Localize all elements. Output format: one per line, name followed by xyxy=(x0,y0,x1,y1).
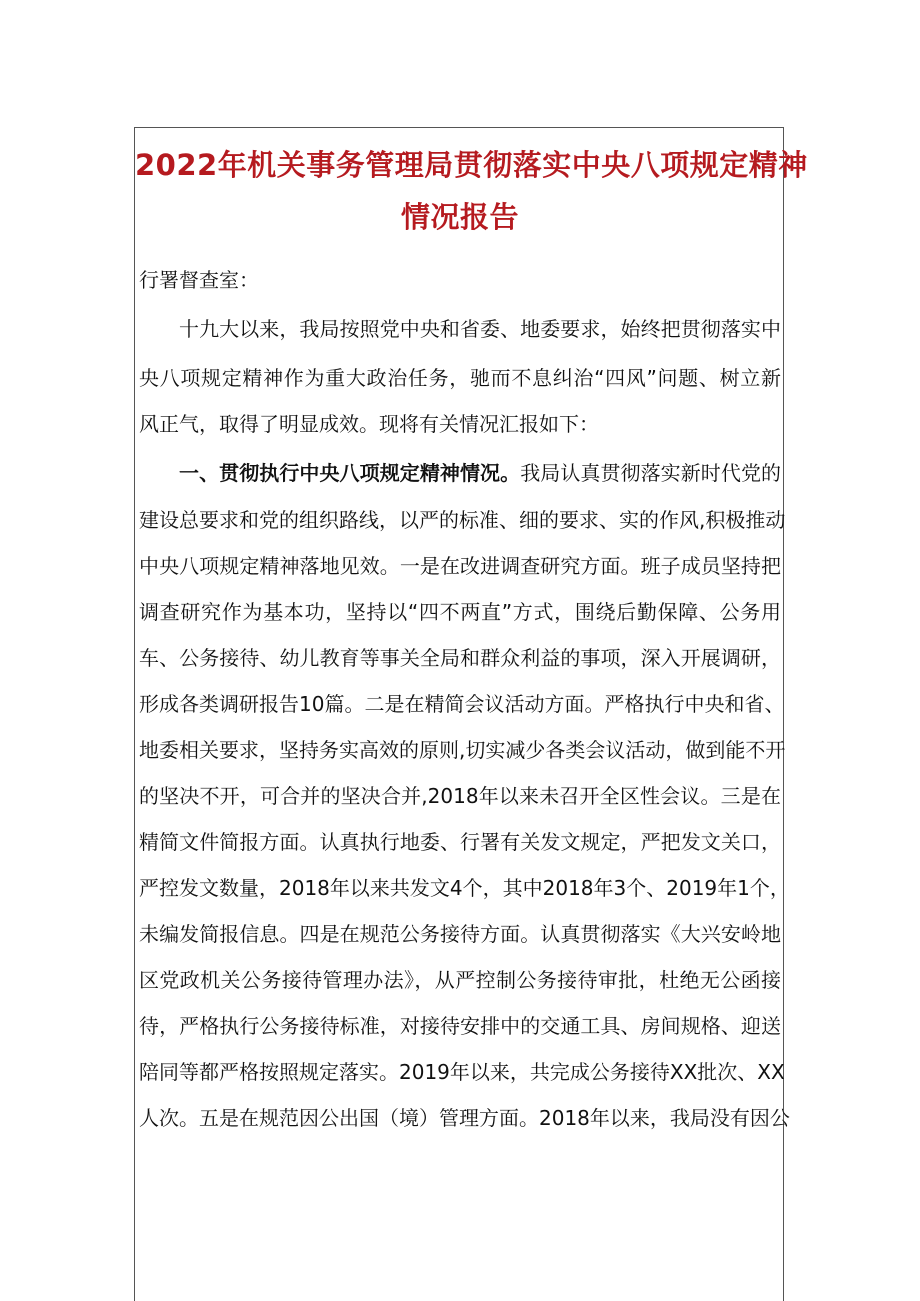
salutation: 行署督查室： xyxy=(139,268,259,292)
intro-line: 风正气，取得了明显成效。现将有关情况汇报如下： xyxy=(139,412,599,436)
body-line: 精简文件简报方面。认真执行地委、行署有关发文规定，严把发文关口， xyxy=(139,830,781,854)
intro-line: 十九大以来，我局按照党中央和省委、地委要求，始终把贯彻落实中 xyxy=(179,317,781,341)
section1-first-rest: 我局认真贯彻落实新时代党的 xyxy=(520,461,782,485)
body-line: 的坚决不开，可合并的坚决合并,2018年以来未召开全区性会议。三是在 xyxy=(139,784,781,808)
document-frame xyxy=(134,127,808,1301)
body-line: 未编发简报信息。四是在规范公务接待方面。认真贯彻落实《大兴安岭地 xyxy=(139,922,781,946)
body-line: 区党政机关公务接待管理办法》，从严控制公务接待审批，杜绝无公函接 xyxy=(139,968,781,992)
body-line: 车、公务接待、幼儿教育等事关全局和群众利益的事项，深入开展调研， xyxy=(139,646,781,670)
section1-heading: 一、贯彻执行中央八项规定精神情况。 xyxy=(179,461,521,485)
body-line: 中央八项规定精神落地见效。一是在改进调查研究方面。班子成员坚持把 xyxy=(139,554,781,578)
body-line: 建设总要求和党的组织路线，以严的标准、细的要求、实的作风,积极推动 xyxy=(139,508,786,532)
body-line: 形成各类调研报告10篇。二是在精简会议活动方面。严格执行中央和省、 xyxy=(139,692,785,716)
body-line: 陪同等都严格按照规定落实。2019年以来，共完成公务接待XX批次、XX xyxy=(139,1060,785,1084)
document-title-line2: 情况报告 xyxy=(400,200,519,234)
body-line: 地委相关要求，坚持务实高效的原则,切实减少各类会议活动，做到能不开 xyxy=(139,738,786,762)
intro-line: 央八项规定精神作为重大政治任务，驰而不息纠治“四风”问题、树立新 xyxy=(139,366,781,390)
section1-first-line xyxy=(139,459,781,487)
document-title-line1: 2022年机关事务管理局贯彻落实中央八项规定精神 xyxy=(135,148,808,182)
body-line: 严控发文数量，2018年以来共发文4个，其中2018年3个、2019年1个， xyxy=(139,876,790,900)
body-line: 调查研究作为基本功，坚持以“四不两直”方式，围绕后勤保障、公务用 xyxy=(139,600,781,624)
body-line: 人次。五是在规范因公出国（境）管理方面。2018年以来，我局没有因公 xyxy=(139,1106,790,1130)
body-line: 待，严格执行公务接待标准，对接待安排中的交通工具、房间规格、迎送 xyxy=(139,1014,781,1038)
